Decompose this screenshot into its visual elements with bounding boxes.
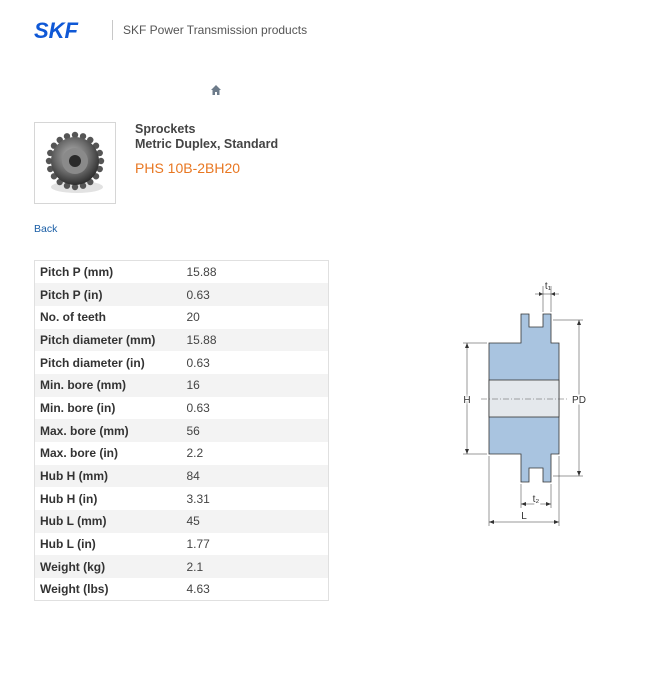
spec-value: 2.2 — [186, 446, 204, 461]
label-t2: t₂ — [532, 494, 540, 505]
spec-value: 45 — [186, 514, 200, 529]
dimension-drawing — [455, 278, 595, 530]
logo-text: SKF — [34, 19, 78, 41]
sprocket-image — [35, 123, 115, 203]
spec-value: 15.88 — [186, 332, 217, 347]
spec-label: Weight (lbs) — [40, 582, 109, 597]
bore — [489, 380, 559, 417]
spec-row — [35, 283, 329, 306]
header-divider — [112, 20, 113, 40]
spec-value: 84 — [186, 469, 200, 484]
label-t1: t₁ — [544, 281, 552, 292]
label-l: L — [521, 511, 527, 522]
spec-row — [35, 442, 329, 465]
spec-value: 0.63 — [186, 287, 210, 302]
home-icon[interactable] — [210, 84, 222, 96]
spec-row — [35, 329, 329, 352]
spec-row — [35, 419, 329, 442]
spec-row — [35, 578, 329, 601]
spec-table — [34, 260, 329, 601]
spec-value: 3.31 — [186, 491, 210, 506]
label-pd: PD — [572, 395, 586, 406]
spec-value: 0.63 — [186, 400, 210, 415]
spec-row — [35, 261, 329, 284]
spec-label: Hub H (in) — [40, 491, 98, 506]
spec-row — [35, 374, 329, 397]
spec-row — [35, 487, 329, 510]
spec-value: 0.63 — [186, 355, 210, 370]
spec-row — [35, 397, 329, 420]
spec-value: 15.88 — [186, 265, 217, 280]
product-thumbnail[interactable] — [34, 122, 116, 204]
spec-row — [35, 465, 329, 488]
spec-label: Pitch diameter (in) — [40, 355, 145, 370]
spec-value: 16 — [186, 378, 200, 393]
spec-label: Max. bore (mm) — [40, 423, 129, 438]
spec-label: Hub L (in) — [40, 537, 96, 552]
spec-label: Pitch P (mm) — [40, 265, 114, 280]
spec-row — [35, 510, 329, 533]
skf-logo[interactable] — [34, 19, 102, 41]
spec-label: Pitch diameter (mm) — [40, 332, 156, 347]
back-link[interactable]: Back — [34, 223, 58, 235]
product-name: PHS 10B-2BH20 — [135, 160, 241, 176]
spec-row — [35, 306, 329, 329]
spec-row — [35, 533, 329, 556]
spec-label: Min. bore (in) — [40, 400, 116, 415]
spec-value: 56 — [186, 423, 200, 438]
spec-label: Min. bore (mm) — [40, 378, 126, 393]
product-category: Sprockets — [135, 122, 196, 136]
spec-label: Hub H (mm) — [40, 469, 108, 484]
spec-value: 2.1 — [186, 559, 204, 574]
spec-label: Hub L (mm) — [40, 514, 107, 529]
spec-label: Max. bore (in) — [40, 446, 119, 461]
header-title: SKF Power Transmission products — [123, 23, 308, 37]
spec-row — [35, 555, 329, 578]
spec-value: 20 — [186, 310, 200, 325]
spec-row — [35, 351, 329, 374]
spec-value: 4.63 — [186, 582, 210, 597]
product-subcategory: Metric Duplex, Standard — [135, 137, 279, 151]
page-header — [34, 18, 307, 42]
label-h: H — [463, 395, 471, 406]
spec-label: No. of teeth — [40, 310, 106, 325]
spec-label: Pitch P (in) — [40, 287, 103, 302]
spec-label: Weight (kg) — [40, 559, 106, 574]
spec-value: 1.77 — [186, 537, 210, 552]
